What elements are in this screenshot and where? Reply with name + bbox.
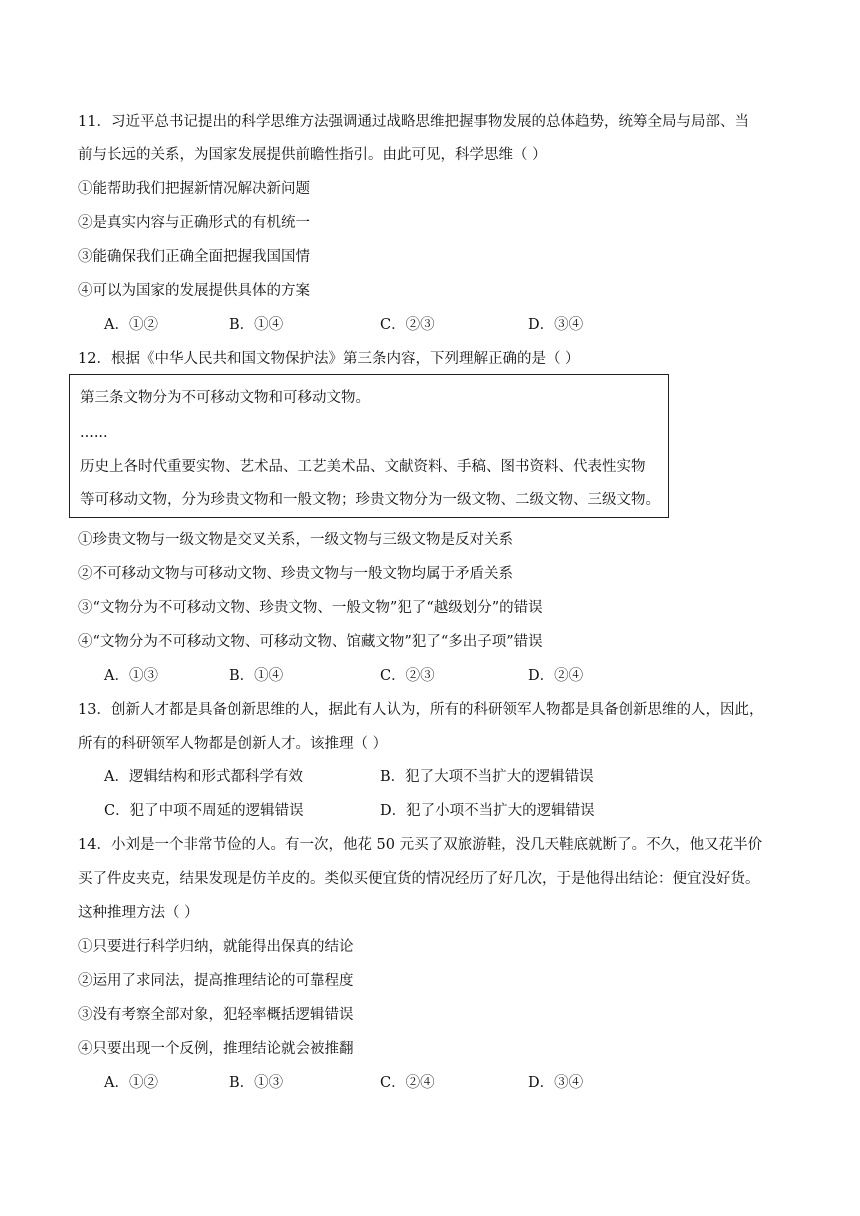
q13-option-c[interactable]: C．犯了中项不周延的逻辑错误 [104,803,304,819]
q11-item-3: ③能确保我们正确全面把握我国国情 [78,249,310,265]
q14-option-b[interactable]: B．①③ [229,1075,284,1091]
q13-option-a[interactable]: A．逻辑结构和形式都科学有效 [104,769,303,785]
q14-item-4: ④只要出现一个反例，推理结论就会被推翻 [78,1041,354,1057]
q14-stem-line2: 买了件皮夹克，结果发现是仿羊皮的。类似买便宜货的情况经历了好几次，于是他得出结论：便宜没好货。 [78,871,760,887]
q12-option-b[interactable]: B．①④ [229,668,284,684]
q12-option-a[interactable]: A．①③ [104,668,158,684]
q13-stem-line1: 13．创新人才都是具备创新思维的人，据此有人认为，所有的科研领军人物都是具备创新思维的人，因此， [78,702,764,718]
q13-option-d[interactable]: D．犯了小项不当扩大的逻辑错误 [380,803,595,819]
q14-item-3: ③没有考察全部对象，犯轻率概括逻辑错误 [78,1007,354,1023]
q11-item-1: ①能帮助我们把握新情况解决新问题 [78,181,310,197]
q11-option-a[interactable]: A．①② [104,317,158,333]
q11-option-b[interactable]: B．①④ [229,317,284,333]
q11-option-c[interactable]: C．②③ [380,317,435,333]
q14-stem-line1: 14．小刘是一个非常节俭的人。有一次，他花 50 元买了双旅游鞋，没几天鞋底就断了。不久，他又花半价 [78,837,763,853]
q11-item-4: ④可以为国家的发展提供具体的方案 [78,283,310,299]
q14-option-a[interactable]: A．①② [104,1075,158,1091]
q12-box-line-3: 历史上各时代重要实物、艺术品、工艺美术品、文献资料、手稿、图书资料、代表性实物 [80,459,646,475]
q12-law-excerpt-box [69,374,669,518]
q11-option-d[interactable]: D．③④ [528,317,584,333]
q13-option-b[interactable]: B．犯了大项不当扩大的逻辑错误 [380,769,594,785]
q14-stem-line3: 这种推理方法（ ） [78,905,199,921]
q14-option-c[interactable]: C．②④ [380,1075,435,1091]
q11-stem-line1: 11．习近平总书记提出的科学思维方法强调通过战略思维把握事物发展的总体趋势，统筹全局与局部、当 [78,114,749,130]
q12-item-1: ①珍贵文物与一级文物是交叉关系，一级文物与三级文物是反对关系 [78,532,513,548]
q12-item-4: ④“文物分为不可移动文物、可移动文物、馆藏文物”犯了“多出子项”错误 [78,634,543,650]
q12-box-line-1: 第三条文物分为不可移动文物和可移动文物。 [80,390,370,406]
q14-item-2: ②运用了求同法，提高推理结论的可靠程度 [78,973,354,989]
q12-option-c[interactable]: C．②③ [380,668,435,684]
q12-item-3: ③“文物分为不可移动文物、珍贵文物、一般文物”犯了“越级划分”的错误 [78,600,543,616]
q11-item-2: ②是真实内容与正确形式的有机统一 [78,215,310,231]
q12-item-2: ②不可移动文物与可移动文物、珍贵文物与一般文物均属于矛盾关系 [78,566,513,582]
q12-box-line-2: ...... [80,425,108,441]
q12-option-d[interactable]: D．②④ [528,668,584,684]
q14-option-d[interactable]: D．③④ [528,1075,584,1091]
q12-stem: 12．根据《中华人民共和国文物保护法》第三条内容，下列理解正确的是（ ） [78,351,580,367]
q14-item-1: ①只要进行科学归纳，就能得出保真的结论 [78,939,354,955]
q11-stem-line2: 前与长远的关系，为国家发展提供前瞻性指引。由此可见，科学思维（ ） [78,147,547,163]
q12-box-line-4: 等可移动文物，分为珍贵文物和一般文物；珍贵文物分为一级文物、二级文物、三级文物。 [80,492,660,508]
q13-stem-line2: 所有的科研领军人物都是创新人才。该推理（ ） [78,736,388,752]
